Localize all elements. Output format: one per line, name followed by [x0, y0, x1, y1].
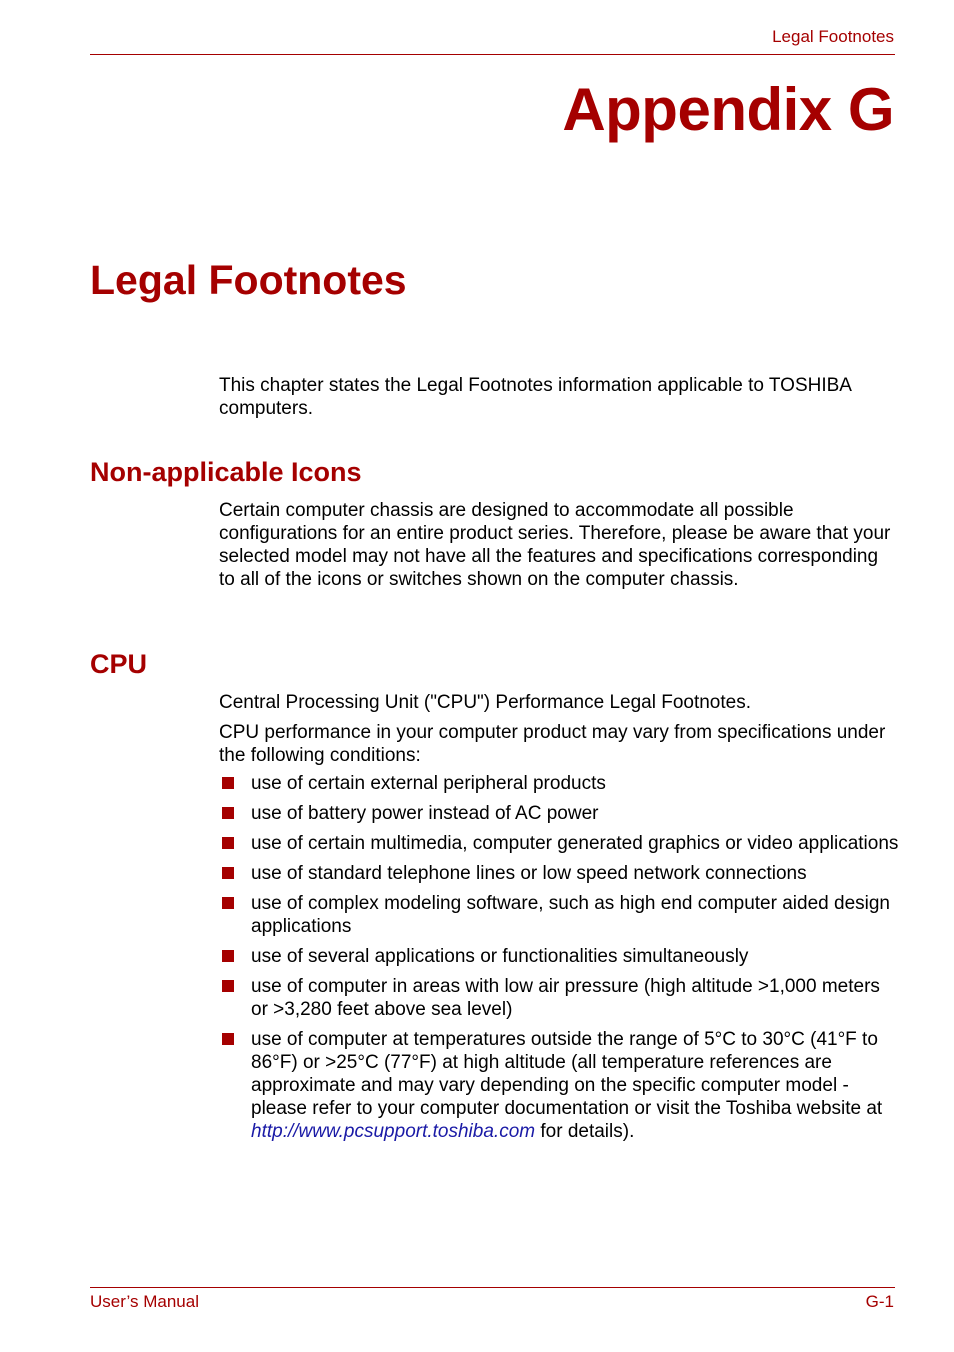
list-item-text: use of computer in areas with low air pressure (high altitude >1,000 meters or >3,280 feet above sea level) — [251, 976, 880, 1020]
list-item-text-before-link: use of computer at temperatures outside the range of 5°C to 30°C (41°F to 86°F) or >25°C (77°F) at high altitude (all temperature references are approximate and may vary depending on the specific computer model - please refer to your computer documentation or visit the Toshiba website at — [251, 1029, 883, 1119]
list-item — [219, 802, 899, 825]
list-item-text: use of certain external peripheral products — [251, 773, 606, 794]
cpu-intro-paragraph: Central Processing Unit ("CPU") Performance Legal Footnotes. — [219, 692, 751, 713]
running-header-title: Legal Footnotes — [772, 27, 894, 46]
cpu-conditions-list — [219, 772, 899, 1150]
toshiba-support-link[interactable]: http://www.pcsupport.toshiba.com — [251, 1121, 536, 1142]
list-item-text: use of standard telephone lines or low speed network connections — [251, 863, 807, 884]
list-item — [219, 892, 899, 938]
square-bullet-icon — [222, 950, 234, 962]
footer-divider — [90, 1287, 895, 1288]
list-item — [219, 862, 899, 885]
square-bullet-icon — [222, 777, 234, 789]
list-item-text-after-link: for details). — [535, 1121, 635, 1142]
footer-page-number: G-1 — [865, 1292, 894, 1311]
list-item-text: use of certain multimedia, computer generated graphics or video applications — [251, 833, 899, 854]
list-item-text: use of several applications or functionalities simultaneously — [251, 946, 749, 967]
appendix-title: Appendix G — [562, 76, 894, 143]
cpu-conditions-paragraph: CPU performance in your computer product may vary from specifications under the following conditions: — [219, 722, 886, 766]
square-bullet-icon — [222, 897, 234, 909]
list-item — [219, 945, 899, 968]
intro-paragraph: This chapter states the Legal Footnotes information applicable to TOSHIBA computers. — [219, 375, 851, 419]
list-item — [219, 832, 899, 855]
list-item — [219, 975, 899, 1021]
list-item — [219, 1028, 899, 1143]
footer-manual-title: User’s Manual — [90, 1292, 199, 1311]
non-applicable-icons-paragraph: Certain computer chassis are designed to accommodate all possible configurations for an entire product series. Therefore, please be aware that your selected model may not have all the features and specifications corresponding to all of the icons or switches shown on the computer chassis. — [219, 500, 891, 590]
header-divider — [90, 54, 895, 55]
square-bullet-icon — [222, 867, 234, 879]
list-item-text — [251, 1029, 882, 1142]
chapter-title: Legal Footnotes — [90, 257, 407, 303]
list-item — [219, 772, 899, 795]
list-item-text: use of complex modeling software, such as high end computer aided design applications — [251, 893, 890, 937]
square-bullet-icon — [222, 1033, 234, 1045]
square-bullet-icon — [222, 807, 234, 819]
section-heading-non-applicable-icons: Non-applicable Icons — [90, 457, 362, 487]
square-bullet-icon — [222, 980, 234, 992]
section-heading-cpu: CPU — [90, 649, 148, 679]
square-bullet-icon — [222, 837, 234, 849]
list-item-text: use of battery power instead of AC power — [251, 803, 599, 824]
